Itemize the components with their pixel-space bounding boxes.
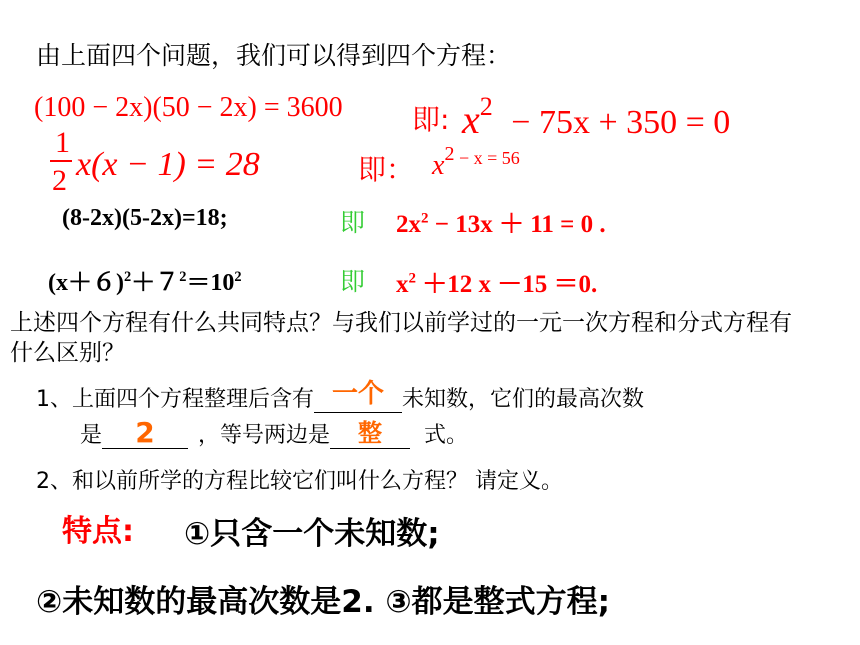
equation-1-exp: 2 (479, 92, 493, 121)
equation-3-left: (8-2x)(5-2x)=18; (62, 205, 228, 231)
equation-2-rest: − x = 56 (454, 148, 520, 168)
equation-4-left (48, 262, 242, 297)
equation-2-frac-den: 2 (52, 164, 67, 197)
q1-line-1 (36, 379, 645, 413)
equation-4-exp3: 2 (234, 269, 242, 285)
equation-1-rest: − 75x + 350 = 0 (502, 104, 731, 141)
q1-fill-1: 一个 (331, 379, 384, 409)
q1-blank-3 (330, 419, 410, 449)
q1-line2-prefix: 是 (80, 423, 103, 448)
equation-4-exp: 2 (408, 270, 416, 287)
features-label: 特点: (62, 514, 134, 549)
q1-blank-2 (102, 416, 188, 449)
equation-4-exp1: 2 (123, 269, 132, 285)
equation-3-rest: − 13x ＋ 11 = 0 . (428, 211, 606, 238)
equation-4-part-a: (x＋６) (48, 270, 124, 296)
q2-text: 2、和以前所学的方程比较它们叫什么方程？ 请定义。 (36, 469, 563, 494)
q1-mid-2: ，等号两边是 (198, 423, 331, 448)
equation-2-frac-num: 1 (55, 126, 70, 159)
equation-3-exp: 2 (421, 210, 429, 227)
equation-1-right (462, 92, 731, 143)
intro-text: 由上面四个问题，我们可以得到四个方程： (36, 41, 512, 70)
equation-4-right (396, 264, 597, 300)
equation-3-right (396, 204, 606, 240)
equation-4-rest: ＋12 x －15 ＝0. (416, 271, 598, 298)
q1-suffix: 式。 (424, 423, 469, 448)
q1-fill-3: 整 (358, 419, 383, 447)
equation-4-exp2: 2 (179, 269, 187, 285)
equation-2-exp: 2 (444, 143, 455, 165)
feature-2-3: ②未知数的最高次数是2. ③都是整式方程; (36, 584, 611, 620)
equation-1-ji: 即: (412, 103, 450, 136)
equation-2-var: x (432, 150, 445, 181)
equation-4-part-c: ＝10 (186, 270, 235, 296)
q1-fill-2: 2 (135, 416, 155, 449)
equation-1-var: x (462, 97, 480, 142)
equation-4-term: x (396, 271, 409, 298)
equation-3-term: 2x (396, 211, 421, 238)
equation-3-ji: 即 (340, 208, 366, 237)
equation-4-part-b: ＋７ (131, 270, 180, 296)
q1-prefix: 1、上面四个方程整理后含有 (36, 387, 314, 412)
equation-1-left: (100 − 2x)(50 − 2x) = 3600 (34, 92, 343, 123)
q1-mid-1: 未知数，它们的最高次数 (402, 387, 645, 412)
equation-4-ji: 即 (340, 267, 366, 296)
feature-1: ①只含一个未知数; (184, 516, 440, 552)
equation-2-right (432, 143, 520, 182)
equation-2-left: x(x − 1) = 28 (76, 146, 260, 183)
equation-2-frac-bar (50, 160, 72, 162)
q1-blank-1 (314, 379, 402, 413)
equation-2-ji: 即： (358, 153, 415, 186)
question-text: 上述四个方程有什么共同特点？与我们以前学过的一元一次方程和分式方程有什么区别？ (10, 310, 792, 366)
q1-line-2 (80, 418, 468, 449)
